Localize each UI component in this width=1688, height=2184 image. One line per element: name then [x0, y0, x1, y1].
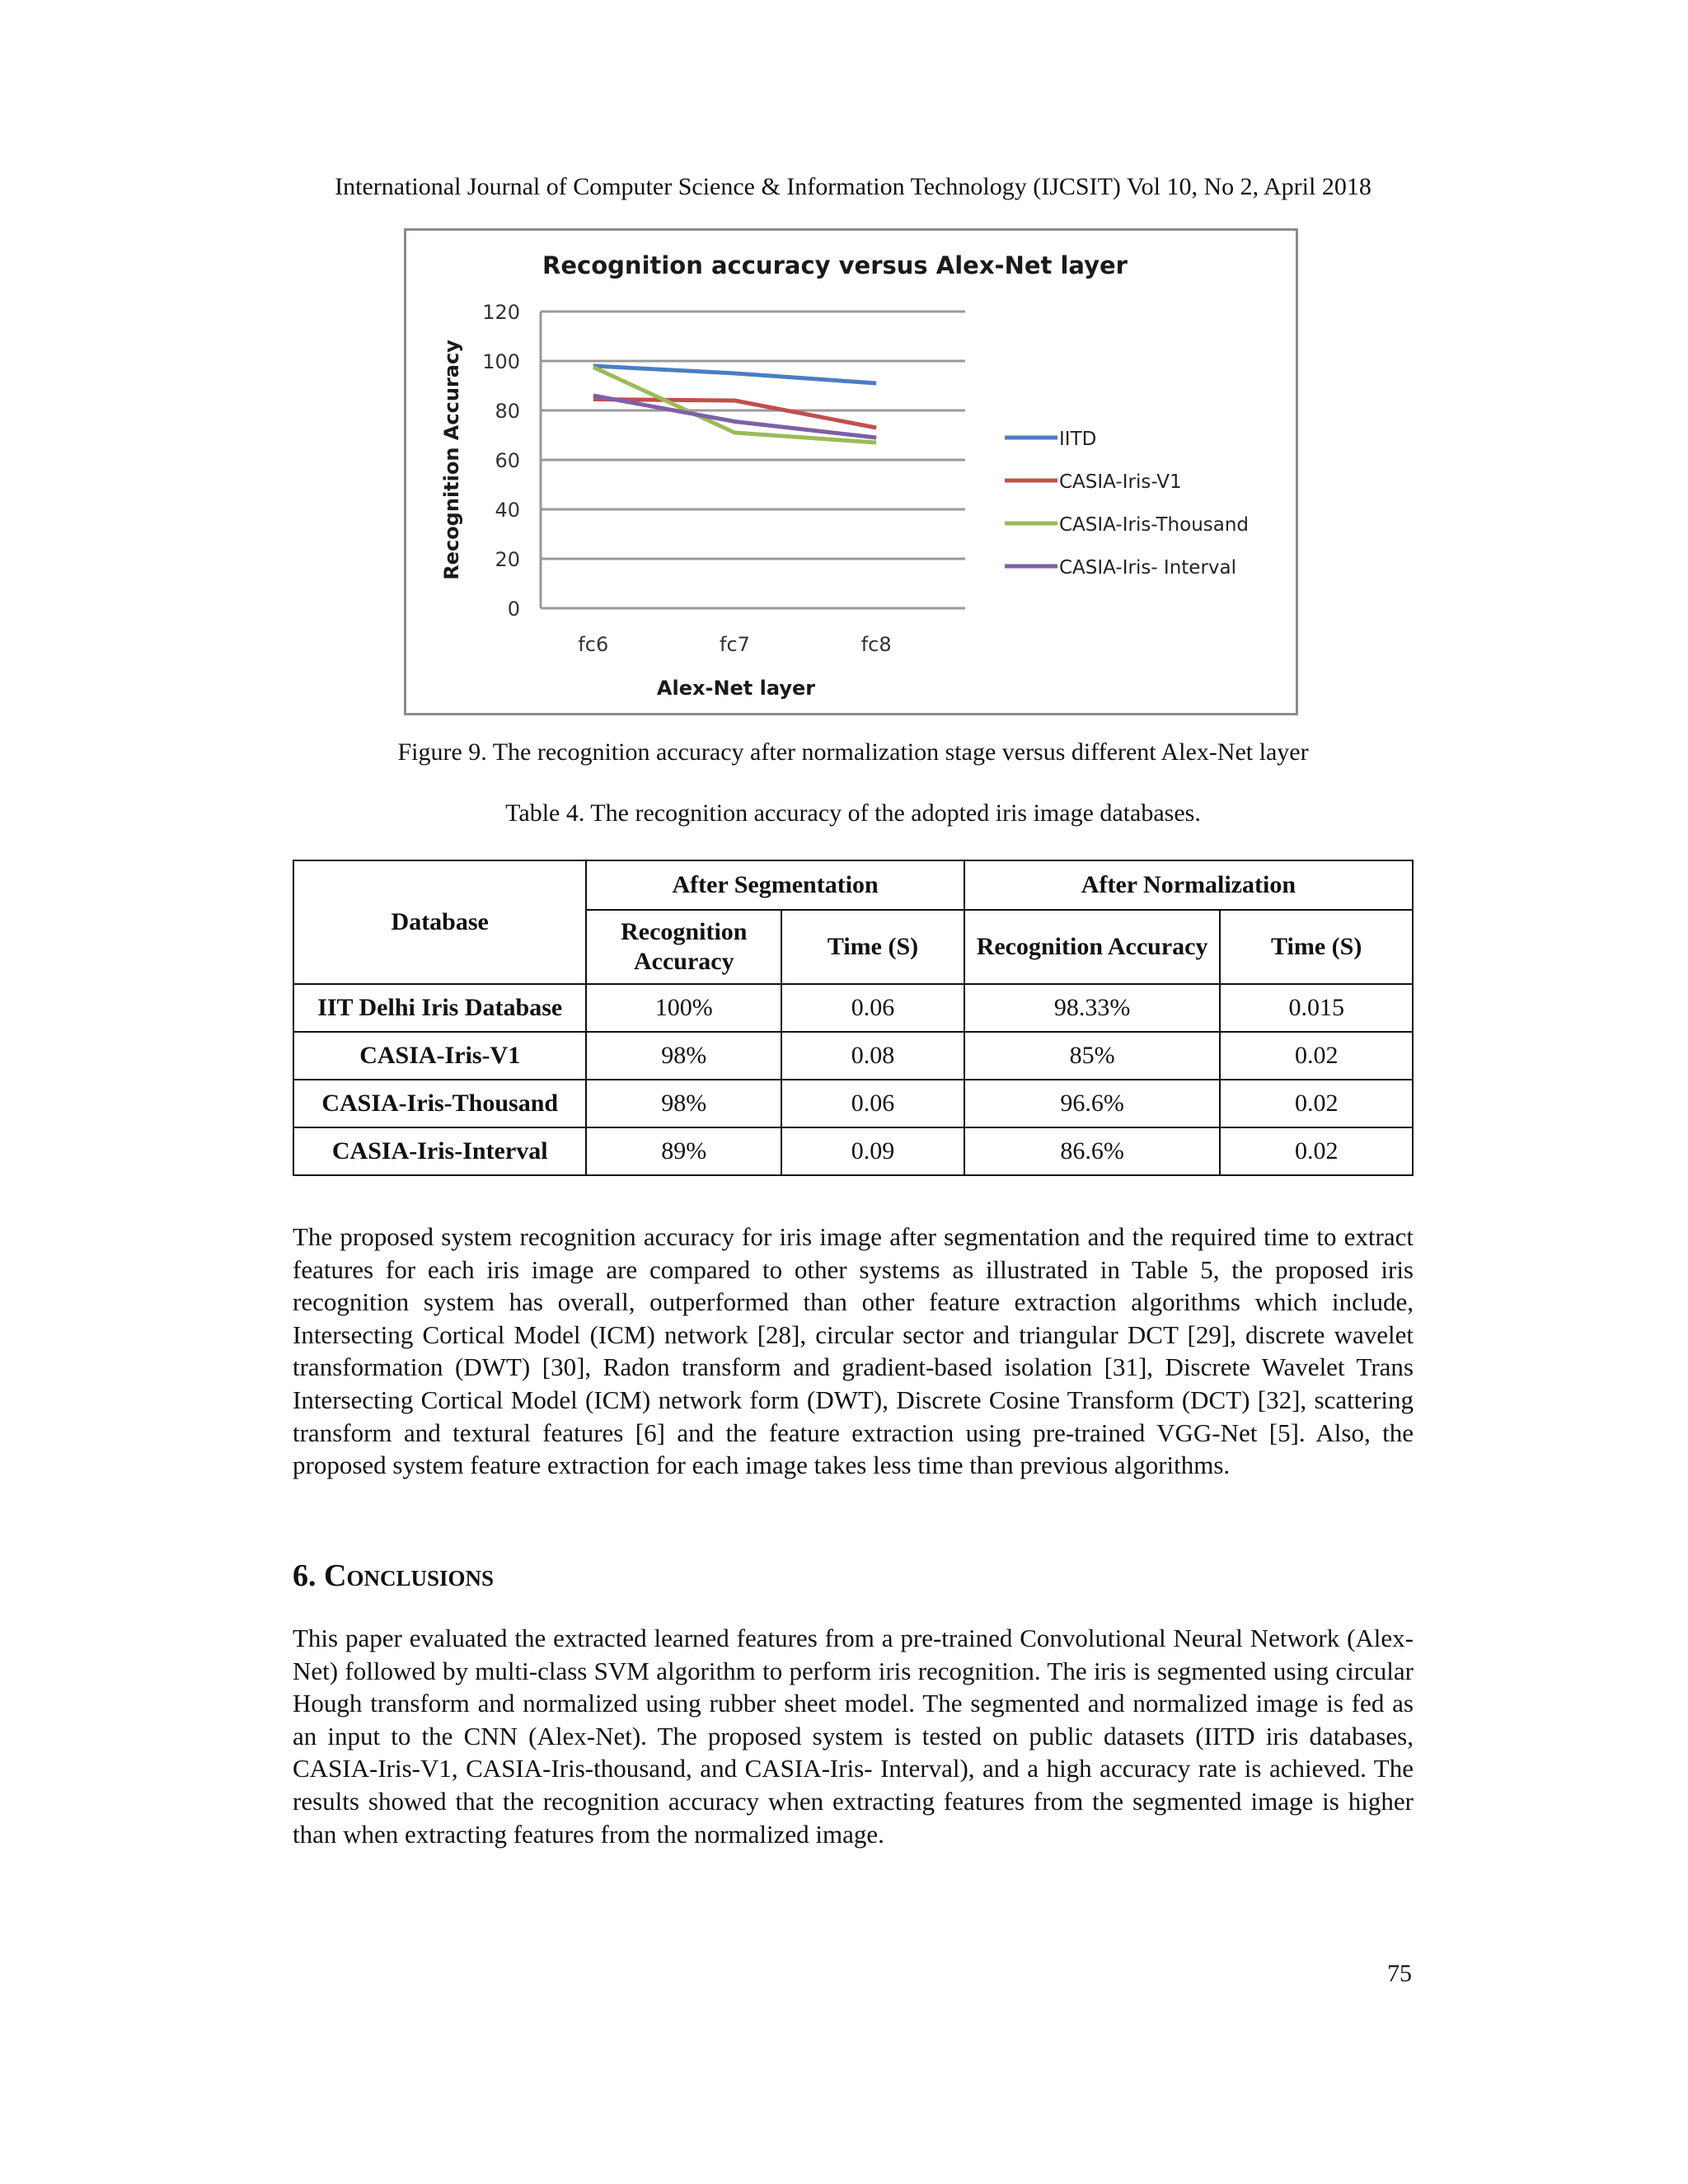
- cell-norm-accuracy: 86.6%: [964, 1127, 1221, 1175]
- cell-database: IIT Delhi Iris Database: [293, 984, 586, 1032]
- cell-norm-accuracy: 98.33%: [964, 984, 1221, 1032]
- x-tick-label: fc8: [860, 633, 892, 656]
- y-tick-label: 80: [495, 400, 520, 423]
- cell-norm-time: 0.015: [1220, 984, 1413, 1032]
- cell-seg-accuracy: 98%: [586, 1080, 781, 1127]
- cell-seg-time: 0.06: [781, 984, 964, 1032]
- table-row: [293, 984, 1413, 1032]
- header-seg-time: Time (S): [781, 910, 964, 984]
- x-axis-label: Alex-Net layer: [656, 677, 816, 700]
- body-paragraph: The proposed system recognition accuracy for iris image after segmentation and the required time to extract features for each iris image are compared to other systems as illustrated in Table 5, the proposed iris recognition system has overall, outperformed than other feature extraction algorithms which include, Intersecting Cortical Model (ICM) network [28], circular sector and triangular DCT [29], discrete wavelet transformation (DWT) [30], Radon transform and gradient-based isolation [31], Discrete Wavelet Trans Intersecting Cortical Model (ICM) network form (DWT), Discrete Cosine Transform (DCT) [32], scattering transform and textural features [6] and the feature extraction using pre-trained VGG-Net [5]. Also, the proposed system feature extraction for each image takes less time than previous algorithms.: [293, 1222, 1414, 1480]
- cell-norm-time: 0.02: [1220, 1032, 1413, 1080]
- cell-database: CASIA-Iris-V1: [293, 1032, 586, 1080]
- y-tick-label: 60: [495, 449, 520, 472]
- table-row: [293, 1127, 1413, 1175]
- section-heading: [293, 1558, 494, 1594]
- header-norm-time: Time (S): [1220, 910, 1413, 984]
- section-title: Conclusions: [324, 1558, 494, 1593]
- header-database: Database: [293, 860, 586, 984]
- cell-norm-time: 0.02: [1220, 1127, 1413, 1175]
- figure-9-chart: [404, 228, 1298, 715]
- y-axis-label: Recognition Accuracy: [440, 340, 463, 580]
- cell-norm-accuracy: 96.6%: [964, 1080, 1221, 1127]
- cell-norm-accuracy: 85%: [964, 1032, 1221, 1080]
- header-after-segmentation: After Segmentation: [586, 860, 964, 910]
- x-tick-label: fc6: [578, 633, 609, 656]
- x-tick-label: fc7: [720, 633, 750, 656]
- header-seg-accuracy: Recognition Accuracy: [586, 910, 781, 984]
- table-row: [293, 1032, 1413, 1080]
- table-caption: Table 4. The recognition accuracy of the adopted iris image databases.: [505, 799, 1201, 827]
- cell-seg-accuracy: 100%: [586, 984, 781, 1032]
- section-number: 6.: [293, 1558, 324, 1593]
- legend-label: IITD: [1059, 429, 1097, 450]
- results-table: [293, 860, 1414, 1176]
- cell-seg-time: 0.08: [781, 1032, 964, 1080]
- table-row: [293, 1080, 1413, 1127]
- legend-label: CASIA-Iris-V1: [1059, 471, 1182, 493]
- page-number: 75: [1387, 1960, 1412, 1987]
- y-tick-label: 0: [507, 598, 520, 621]
- legend-label: CASIA-Iris-Thousand: [1059, 514, 1250, 536]
- y-tick-label: 20: [495, 548, 520, 571]
- line-chart: [406, 231, 1301, 718]
- series-line: [593, 366, 876, 383]
- y-tick-label: 120: [482, 301, 520, 324]
- cell-database: CASIA-Iris-Interval: [293, 1127, 586, 1175]
- cell-seg-time: 0.09: [781, 1127, 964, 1175]
- running-head: International Journal of Computer Science & Information Technology (IJCSIT) Vol 10, No 2, April 2018: [335, 173, 1372, 200]
- chart-title: Recognition accuracy versus Alex-Net layer: [542, 251, 1128, 279]
- y-tick-label: 40: [495, 499, 520, 522]
- header-norm-accuracy: Recognition Accuracy: [964, 910, 1221, 984]
- y-tick-label: 100: [482, 350, 520, 373]
- cell-seg-time: 0.06: [781, 1080, 964, 1127]
- header-after-normalization: After Normalization: [964, 860, 1413, 910]
- figure-caption: Figure 9. The recognition accuracy after normalization stage versus different Alex-Net layer: [397, 738, 1309, 766]
- conclusions-paragraph: This paper evaluated the extracted learned features from a pre-trained Convolutional Neural Network (Alex-Net) followed by multi-class SVM algorithm to perform iris recognition. The iris is segmented using circular Hough transform and normalized using rubber sheet model. The segmented and normalized image is fed as an input to the CNN (Alex-Net). The proposed system is tested on public datasets (IITD iris databases, CASIA-Iris-V1, CASIA-Iris-thousand, and CASIA-Iris- Interval), and a high accuracy rate is achieved. The results showed that the recognition accuracy when extracting features from the segmented image is higher than when extracting features from the normalized image.: [293, 1624, 1414, 1849]
- legend-label: CASIA-Iris- Interval: [1059, 557, 1237, 579]
- cell-seg-accuracy: 89%: [586, 1127, 781, 1175]
- cell-norm-time: 0.02: [1220, 1080, 1413, 1127]
- cell-seg-accuracy: 98%: [586, 1032, 781, 1080]
- cell-database: CASIA-Iris-Thousand: [293, 1080, 586, 1127]
